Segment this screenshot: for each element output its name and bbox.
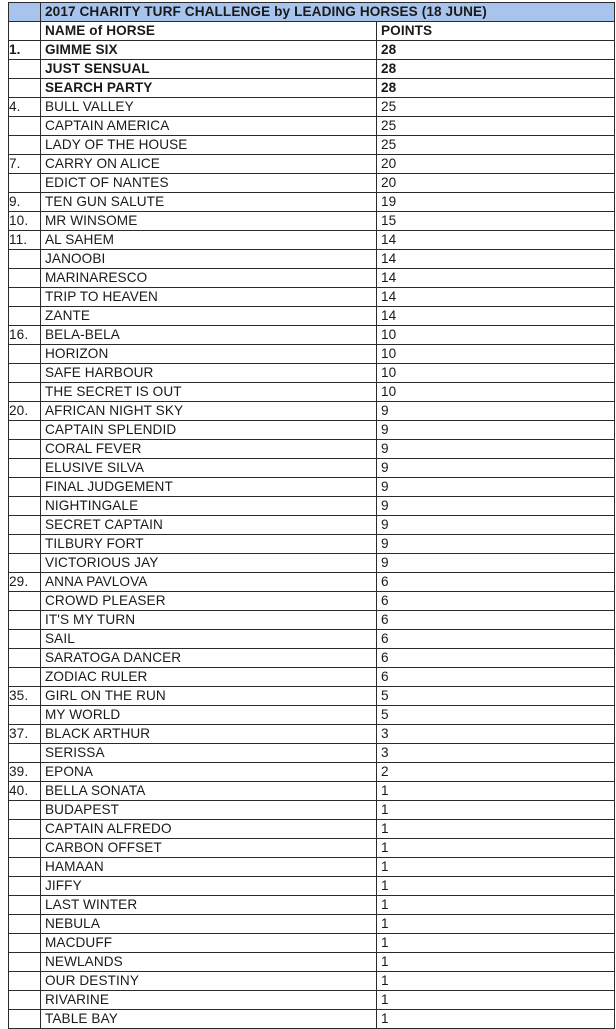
horse-name-cell: LADY OF THE HOUSE (41, 136, 377, 155)
points-cell: 10 (377, 383, 615, 402)
points-cell: 14 (377, 307, 615, 326)
points-cell: 6 (377, 649, 615, 668)
table-row (9, 345, 615, 364)
table-row (9, 440, 615, 459)
rank-cell: 20. (9, 402, 41, 421)
header-points: POINTS (377, 22, 615, 41)
horse-name-cell: BELLA SONATA (41, 782, 377, 801)
table-row (9, 934, 615, 953)
table-row (9, 383, 615, 402)
table-row (9, 307, 615, 326)
horse-name-cell: JIFFY (41, 877, 377, 896)
points-cell: 25 (377, 136, 615, 155)
points-cell: 1 (377, 877, 615, 896)
horse-name-cell: HAMAAN (41, 858, 377, 877)
points-cell: 1 (377, 915, 615, 934)
table-row (9, 706, 615, 725)
horse-name-cell: SARATOGA DANCER (41, 649, 377, 668)
horse-name-cell: ANNA PAVLOVA (41, 573, 377, 592)
rank-cell (9, 801, 41, 820)
horse-name-cell: SAIL (41, 630, 377, 649)
points-cell: 19 (377, 193, 615, 212)
table-row (9, 41, 615, 60)
points-cell: 6 (377, 630, 615, 649)
horse-name-cell: OUR DESTINY (41, 972, 377, 991)
horse-name-cell: EDICT OF NANTES (41, 174, 377, 193)
horse-name-cell: GIRL ON THE RUN (41, 687, 377, 706)
rank-cell (9, 459, 41, 478)
points-cell: 1 (377, 934, 615, 953)
points-cell: 3 (377, 725, 615, 744)
rank-cell (9, 991, 41, 1010)
points-cell: 9 (377, 440, 615, 459)
rank-cell (9, 554, 41, 573)
rank-cell (9, 858, 41, 877)
rank-cell (9, 136, 41, 155)
points-cell: 14 (377, 269, 615, 288)
standings-table (8, 2, 615, 1029)
table-row (9, 212, 615, 231)
rank-cell (9, 972, 41, 991)
table-row (9, 554, 615, 573)
table-row (9, 668, 615, 687)
points-cell: 2 (377, 763, 615, 782)
rank-cell (9, 307, 41, 326)
table-row (9, 782, 615, 801)
rank-cell: 10. (9, 212, 41, 231)
horse-name-cell: AFRICAN NIGHT SKY (41, 402, 377, 421)
rank-cell (9, 250, 41, 269)
table-row (9, 231, 615, 250)
rank-cell: 39. (9, 763, 41, 782)
table-row (9, 839, 615, 858)
points-cell: 28 (377, 60, 615, 79)
points-cell: 14 (377, 288, 615, 307)
horse-name-cell: BUDAPEST (41, 801, 377, 820)
table-row (9, 288, 615, 307)
points-cell: 9 (377, 459, 615, 478)
header-name: NAME of HORSE (41, 22, 377, 41)
table-row (9, 763, 615, 782)
table-row (9, 459, 615, 478)
points-cell: 14 (377, 250, 615, 269)
points-cell: 1 (377, 858, 615, 877)
horse-name-cell: TEN GUN SALUTE (41, 193, 377, 212)
rank-cell (9, 953, 41, 972)
horse-name-cell: SAFE HARBOUR (41, 364, 377, 383)
table-row (9, 649, 615, 668)
points-cell: 9 (377, 554, 615, 573)
rank-cell (9, 516, 41, 535)
horse-name-cell: THE SECRET IS OUT (41, 383, 377, 402)
rank-cell (9, 649, 41, 668)
header-rank (9, 22, 41, 41)
horse-name-cell: CARBON OFFSET (41, 839, 377, 858)
table-row (9, 478, 615, 497)
horse-name-cell: ZODIAC RULER (41, 668, 377, 687)
rank-cell (9, 440, 41, 459)
rank-cell: 1. (9, 41, 41, 60)
points-cell: 1 (377, 972, 615, 991)
points-cell: 1 (377, 782, 615, 801)
table-row (9, 915, 615, 934)
rank-cell (9, 174, 41, 193)
horse-name-cell: CORAL FEVER (41, 440, 377, 459)
rank-cell (9, 60, 41, 79)
table-row (9, 155, 615, 174)
horse-name-cell: MY WORLD (41, 706, 377, 725)
table-row (9, 364, 615, 383)
points-cell: 9 (377, 516, 615, 535)
rank-cell (9, 364, 41, 383)
rank-cell (9, 269, 41, 288)
rank-cell: 29. (9, 573, 41, 592)
points-cell: 10 (377, 326, 615, 345)
rank-cell: 11. (9, 231, 41, 250)
rank-cell (9, 592, 41, 611)
points-cell: 1 (377, 1010, 615, 1029)
horse-name-cell: CAPTAIN SPLENDID (41, 421, 377, 440)
points-cell: 1 (377, 839, 615, 858)
points-cell: 28 (377, 79, 615, 98)
horse-name-cell: BELA-BELA (41, 326, 377, 345)
horse-name-cell: CAPTAIN AMERICA (41, 117, 377, 136)
points-cell: 9 (377, 535, 615, 554)
horse-name-cell: ZANTE (41, 307, 377, 326)
points-cell: 15 (377, 212, 615, 231)
points-cell: 25 (377, 98, 615, 117)
points-cell: 9 (377, 402, 615, 421)
points-cell: 1 (377, 801, 615, 820)
rank-cell: 16. (9, 326, 41, 345)
horse-name-cell: NEBULA (41, 915, 377, 934)
rank-cell: 7. (9, 155, 41, 174)
points-cell: 3 (377, 744, 615, 763)
points-cell: 10 (377, 345, 615, 364)
points-cell: 14 (377, 231, 615, 250)
points-cell: 9 (377, 497, 615, 516)
rank-cell (9, 744, 41, 763)
table-row (9, 535, 615, 554)
rank-cell (9, 117, 41, 136)
table-row (9, 326, 615, 345)
horse-name-cell: VICTORIOUS JAY (41, 554, 377, 573)
points-cell: 28 (377, 41, 615, 60)
points-cell: 5 (377, 687, 615, 706)
table-row (9, 98, 615, 117)
table-row (9, 174, 615, 193)
rank-cell: 4. (9, 98, 41, 117)
table-row (9, 79, 615, 98)
table-row (9, 877, 615, 896)
rank-cell: 35. (9, 687, 41, 706)
table-row (9, 421, 615, 440)
rank-cell (9, 1010, 41, 1029)
points-cell: 10 (377, 364, 615, 383)
table-row (9, 516, 615, 535)
points-cell: 5 (377, 706, 615, 725)
table-row (9, 573, 615, 592)
table-row (9, 611, 615, 630)
rank-cell: 9. (9, 193, 41, 212)
points-cell: 1 (377, 991, 615, 1010)
table-row (9, 136, 615, 155)
rank-cell (9, 421, 41, 440)
rank-cell (9, 877, 41, 896)
table-row (9, 250, 615, 269)
table-row (9, 117, 615, 136)
horse-name-cell: SEARCH PARTY (41, 79, 377, 98)
table-row (9, 896, 615, 915)
rank-cell (9, 934, 41, 953)
table-row (9, 592, 615, 611)
table-row (9, 687, 615, 706)
table-row (9, 60, 615, 79)
table-row (9, 1010, 615, 1029)
rank-cell (9, 915, 41, 934)
table-row (9, 402, 615, 421)
table-row (9, 630, 615, 649)
table-row (9, 820, 615, 839)
horse-name-cell: TILBURY FORT (41, 535, 377, 554)
horse-name-cell: HORIZON (41, 345, 377, 364)
table-row (9, 193, 615, 212)
points-cell: 1 (377, 896, 615, 915)
horse-name-cell: MACDUFF (41, 934, 377, 953)
standings-sheet (8, 2, 614, 1029)
table-row (9, 801, 615, 820)
table-row (9, 497, 615, 516)
table-row (9, 725, 615, 744)
horse-name-cell: CARRY ON ALICE (41, 155, 377, 174)
rank-cell (9, 345, 41, 364)
horse-name-cell: GIMME SIX (41, 41, 377, 60)
rank-cell (9, 383, 41, 402)
horse-name-cell: NEWLANDS (41, 953, 377, 972)
horse-name-cell: LAST WINTER (41, 896, 377, 915)
horse-name-cell: SECRET CAPTAIN (41, 516, 377, 535)
points-cell: 25 (377, 117, 615, 136)
table-row (9, 269, 615, 288)
points-cell: 6 (377, 668, 615, 687)
horse-name-cell: IT'S MY TURN (41, 611, 377, 630)
rank-cell (9, 820, 41, 839)
rank-cell (9, 478, 41, 497)
points-cell: 20 (377, 155, 615, 174)
rank-cell (9, 497, 41, 516)
rank-cell (9, 706, 41, 725)
horse-name-cell: BLACK ARTHUR (41, 725, 377, 744)
points-cell: 6 (377, 573, 615, 592)
horse-name-cell: CAPTAIN ALFREDO (41, 820, 377, 839)
points-cell: 1 (377, 953, 615, 972)
horse-name-cell: MARINARESCO (41, 269, 377, 288)
table-title: 2017 CHARITY TURF CHALLENGE by LEADING HORSES (18 JUNE) (41, 3, 615, 22)
rank-cell (9, 896, 41, 915)
rank-cell (9, 839, 41, 858)
horse-name-cell: FINAL JUDGEMENT (41, 478, 377, 497)
rank-cell: 40. (9, 782, 41, 801)
horse-name-cell: ELUSIVE SILVA (41, 459, 377, 478)
rank-cell: 37. (9, 725, 41, 744)
title-row (9, 3, 615, 22)
horse-name-cell: CROWD PLEASER (41, 592, 377, 611)
horse-name-cell: SERISSA (41, 744, 377, 763)
horse-name-cell: TRIP TO HEAVEN (41, 288, 377, 307)
horse-name-cell: EPONA (41, 763, 377, 782)
points-cell: 20 (377, 174, 615, 193)
rank-cell (9, 535, 41, 554)
points-cell: 9 (377, 421, 615, 440)
horse-name-cell: BULL VALLEY (41, 98, 377, 117)
points-cell: 1 (377, 820, 615, 839)
horse-name-cell: NIGHTINGALE (41, 497, 377, 516)
points-cell: 6 (377, 611, 615, 630)
table-row (9, 858, 615, 877)
horse-name-cell: TABLE BAY (41, 1010, 377, 1029)
points-cell: 6 (377, 592, 615, 611)
rank-cell (9, 668, 41, 687)
horse-name-cell: MR WINSOME (41, 212, 377, 231)
horse-name-cell: AL SAHEM (41, 231, 377, 250)
horse-name-cell: RIVARINE (41, 991, 377, 1010)
rank-cell (9, 630, 41, 649)
rank-cell (9, 288, 41, 307)
table-row (9, 744, 615, 763)
horse-name-cell: JUST SENSUAL (41, 60, 377, 79)
header-row (9, 22, 615, 41)
horse-name-cell: JANOOBI (41, 250, 377, 269)
points-cell: 9 (377, 478, 615, 497)
table-row (9, 972, 615, 991)
table-row (9, 991, 615, 1010)
table-row (9, 953, 615, 972)
title-rank-cell (9, 3, 41, 22)
rank-cell (9, 611, 41, 630)
rank-cell (9, 79, 41, 98)
